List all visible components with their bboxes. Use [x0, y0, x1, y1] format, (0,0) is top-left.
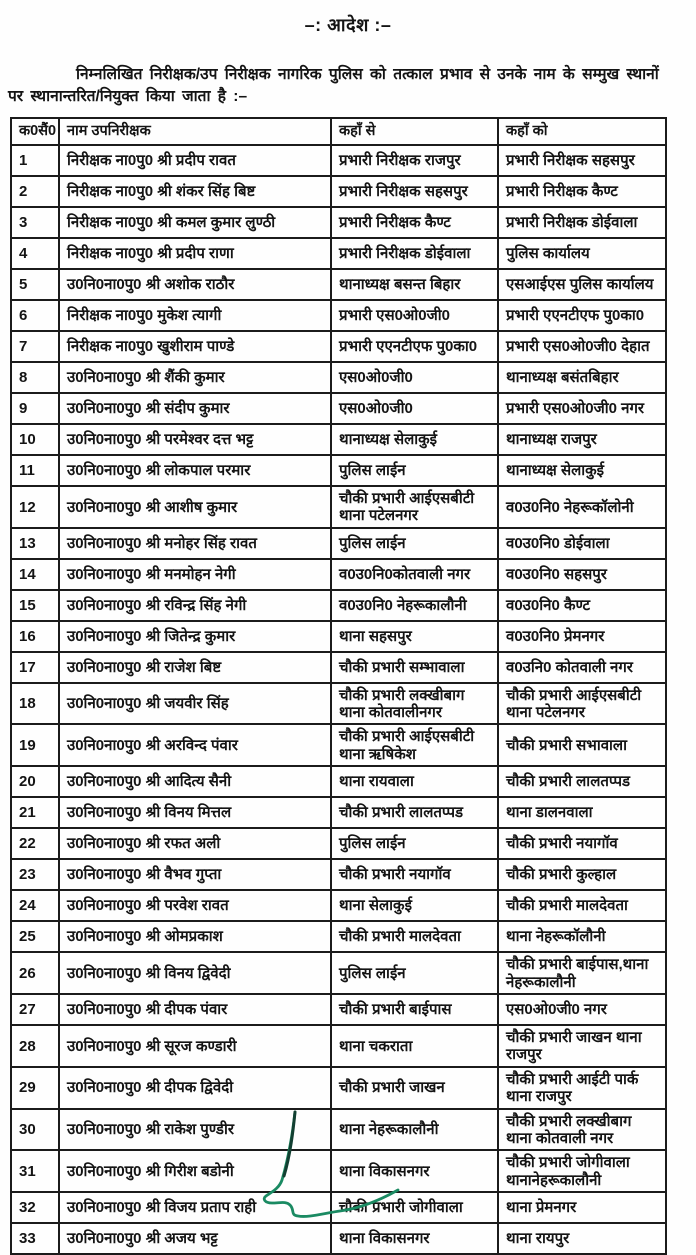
table-row — [11, 145, 666, 176]
cell-serial-no: 21 — [11, 797, 59, 828]
cell-serial-no: 5 — [11, 269, 59, 300]
cell-officer-name: उ0नि0ना0पु0 श्री जितेन्द्र कुमार — [59, 621, 331, 652]
cell-serial-no: 8 — [11, 362, 59, 393]
cell-serial-no: 16 — [11, 621, 59, 652]
cell-posting-from: प्रभारी एएनटीएफ पु0का0 — [331, 331, 498, 362]
cell-serial-no: 32 — [11, 1192, 59, 1223]
table-header-row — [11, 118, 666, 145]
cell-posting-to: थानाध्यक्ष राजपुर — [498, 424, 666, 455]
table-row — [11, 797, 666, 828]
cell-posting-from: चौकी प्रभारी आईएसबीटी थाना पटेलनगर — [331, 486, 498, 528]
cell-serial-no: 6 — [11, 300, 59, 331]
cell-posting-to: चौकी प्रभारी बाईपास,थाना नेहरूकालौनी — [498, 952, 666, 994]
table-row — [11, 1109, 666, 1151]
cell-posting-to: व0उ0नि0 प्रेमनगर — [498, 621, 666, 652]
cell-serial-no: 18 — [11, 683, 59, 725]
cell-posting-from: थाना चकराता — [331, 1025, 498, 1067]
table-row — [11, 559, 666, 590]
cell-posting-from: चौकी प्रभारी नयागॉव — [331, 859, 498, 890]
cell-posting-to: एसआईएस पुलिस कार्यालय — [498, 269, 666, 300]
table-row — [11, 207, 666, 238]
cell-posting-to: थानाध्यक्ष सेलाकुई — [498, 455, 666, 486]
document-title: –: आदेश :– — [304, 15, 392, 35]
table-row — [11, 300, 666, 331]
cell-posting-from: पुलिस लाईन — [331, 952, 498, 994]
cell-officer-name: उ0नि0ना0पु0 श्री जयवीर सिंह — [59, 683, 331, 725]
cell-officer-name: उ0नि0ना0पु0 श्री आशीष कुमार — [59, 486, 331, 528]
table-row — [11, 766, 666, 797]
cell-officer-name: उ0नि0ना0पु0 श्री विनय द्विवेदी — [59, 952, 331, 994]
table-row — [11, 724, 666, 766]
cell-serial-no: 12 — [11, 486, 59, 528]
cell-posting-to: थाना डालनवाला — [498, 797, 666, 828]
cell-serial-no: 26 — [11, 952, 59, 994]
cell-posting-from: पुलिस लाईन — [331, 828, 498, 859]
table-row — [11, 331, 666, 362]
cell-serial-no: 29 — [11, 1067, 59, 1109]
cell-posting-to: थाना नेहरूकॉलौनी — [498, 921, 666, 952]
cell-posting-to: पुलिस कार्यालय — [498, 238, 666, 269]
cell-posting-to: व0उ0नि0 डोईवाला — [498, 528, 666, 559]
cell-officer-name: उ0नि0ना0पु0 श्री शैंकी कुमार — [59, 362, 331, 393]
cell-posting-from: चौकी प्रभारी आईएसबीटी थाना ऋषिकेश — [331, 724, 498, 766]
cell-officer-name: उ0नि0ना0पु0 श्री रफत अली — [59, 828, 331, 859]
table-row — [11, 455, 666, 486]
header-name: नाम उपनिरीक्षक — [59, 118, 331, 145]
cell-serial-no: 19 — [11, 724, 59, 766]
cell-posting-to: व0उ0नि0 सहसपुर — [498, 559, 666, 590]
table-row — [11, 859, 666, 890]
cell-posting-from: चौकी प्रभारी जाखन — [331, 1067, 498, 1109]
cell-officer-name: उ0नि0ना0पु0 श्री रविन्द्र सिंह नेगी — [59, 590, 331, 621]
header-to: कहाँ को — [498, 118, 666, 145]
cell-posting-from: प्रभारी निरीक्षक कैण्ट — [331, 207, 498, 238]
cell-officer-name: उ0नि0ना0पु0 श्री अशोक राठौर — [59, 269, 331, 300]
cell-officer-name: उ0नि0ना0पु0 श्री आदित्य सैनी — [59, 766, 331, 797]
cell-posting-from: थाना नेहरूकालौनी — [331, 1109, 498, 1151]
table-row — [11, 890, 666, 921]
cell-serial-no: 1 — [11, 145, 59, 176]
table-row — [11, 590, 666, 621]
cell-posting-from: प्रभारी निरीक्षक डोईवाला — [331, 238, 498, 269]
cell-serial-no: 14 — [11, 559, 59, 590]
cell-posting-to: चौकी प्रभारी सभावाला — [498, 724, 666, 766]
table-row — [11, 176, 666, 207]
cell-serial-no: 9 — [11, 393, 59, 424]
cell-officer-name: उ0नि0ना0पु0 श्री ओमप्रकाश — [59, 921, 331, 952]
cell-officer-name: उ0नि0ना0पु0 श्री परवेश रावत — [59, 890, 331, 921]
cell-posting-to: व0उनि0 कोतवाली नगर — [498, 652, 666, 683]
cell-officer-name: निरीक्षक ना0पु0 खुशीराम पाण्डे — [59, 331, 331, 362]
cell-officer-name: उ0नि0ना0पु0 श्री लोकपाल परमार — [59, 455, 331, 486]
cell-posting-to: प्रभारी एएनटीएफ पु0का0 — [498, 300, 666, 331]
cell-posting-to: प्रभारी निरीक्षक डोईवाला — [498, 207, 666, 238]
table-row — [11, 652, 666, 683]
cell-posting-from: एस0ओ0जी0 — [331, 362, 498, 393]
cell-posting-to: चौकी प्रभारी लक्खीबाग थाना कोतवाली नगर — [498, 1109, 666, 1151]
cell-serial-no: 15 — [11, 590, 59, 621]
table-row — [11, 393, 666, 424]
cell-serial-no: 13 — [11, 528, 59, 559]
cell-officer-name: निरीक्षक ना0पु0 मुकेश त्यागी — [59, 300, 331, 331]
cell-serial-no: 20 — [11, 766, 59, 797]
cell-serial-no: 4 — [11, 238, 59, 269]
cell-posting-from: थाना सहसपुर — [331, 621, 498, 652]
cell-posting-from: थाना विकासनगर — [331, 1223, 498, 1254]
cell-serial-no: 25 — [11, 921, 59, 952]
table-row — [11, 528, 666, 559]
cell-posting-to: चौकी प्रभारी जोगीवाला थानानेहरूकालौनी — [498, 1150, 666, 1192]
cell-officer-name: उ0नि0ना0पु0 श्री दीपक द्विवेदी — [59, 1067, 331, 1109]
cell-posting-from: प्रभारी निरीक्षक सहसपुर — [331, 176, 498, 207]
cell-posting-from: प्रभारी एस0ओ0जी0 — [331, 300, 498, 331]
cell-officer-name: उ0नि0ना0पु0 श्री संदीप कुमार — [59, 393, 331, 424]
cell-officer-name: उ0नि0ना0पु0 श्री विनय मित्तल — [59, 797, 331, 828]
table-row — [11, 269, 666, 300]
cell-officer-name: निरीक्षक ना0पु0 श्री प्रदीप रावत — [59, 145, 331, 176]
cell-posting-from: थाना सेलाकुई — [331, 890, 498, 921]
cell-posting-to: चौकी प्रभारी नयागॉव — [498, 828, 666, 859]
cell-serial-no: 28 — [11, 1025, 59, 1067]
cell-serial-no: 10 — [11, 424, 59, 455]
cell-officer-name: उ0नि0ना0पु0 श्री राजेश बिष्ट — [59, 652, 331, 683]
cell-posting-to: एस0ओ0जी0 नगर — [498, 994, 666, 1025]
cell-posting-to: चौकी प्रभारी आईटी पार्क थाना राजपुर — [498, 1067, 666, 1109]
cell-officer-name: उ0नि0ना0पु0 श्री गिरीश बडोनी — [59, 1150, 331, 1192]
cell-officer-name: उ0नि0ना0पु0 श्री वैभव गुप्ता — [59, 859, 331, 890]
cell-officer-name: उ0नि0ना0पु0 श्री परमेश्वर दत्त भट्ट — [59, 424, 331, 455]
cell-posting-from: पुलिस लाईन — [331, 455, 498, 486]
cell-posting-from: थाना विकासनगर — [331, 1150, 498, 1192]
cell-serial-no: 11 — [11, 455, 59, 486]
cell-serial-no: 22 — [11, 828, 59, 859]
table-row — [11, 828, 666, 859]
cell-serial-no: 33 — [11, 1223, 59, 1254]
cell-posting-from: प्रभारी निरीक्षक राजपुर — [331, 145, 498, 176]
cell-serial-no: 24 — [11, 890, 59, 921]
table-row — [11, 1067, 666, 1109]
table-row — [11, 1192, 666, 1223]
table-row — [11, 486, 666, 528]
cell-posting-from: थानाध्यक्ष बसन्त बिहार — [331, 269, 498, 300]
cell-posting-from: एस0ओ0जी0 — [331, 393, 498, 424]
cell-officer-name: उ0नि0ना0पु0 श्री राकेश पुण्डीर — [59, 1109, 331, 1151]
table-body — [11, 145, 666, 1254]
cell-officer-name: उ0नि0ना0पु0 श्री अरविन्द पंवार — [59, 724, 331, 766]
header-from: कहाँ से — [331, 118, 498, 145]
cell-posting-to: प्रभारी निरीक्षक सहसपुर — [498, 145, 666, 176]
cell-posting-from: चौकी प्रभारी मालदेवता — [331, 921, 498, 952]
table-row — [11, 1150, 666, 1192]
table-row — [11, 1025, 666, 1067]
table-row — [11, 1223, 666, 1254]
cell-serial-no: 2 — [11, 176, 59, 207]
cell-posting-from: पुलिस लाईन — [331, 528, 498, 559]
cell-posting-from: चौकी प्रभारी सम्भावाला — [331, 652, 498, 683]
cell-posting-to: व0उ0नि0 कैण्ट — [498, 590, 666, 621]
cell-posting-from: व0उ0नि0कोतवाली नगर — [331, 559, 498, 590]
cell-posting-to: प्रभारी निरीक्षक कैण्ट — [498, 176, 666, 207]
cell-serial-no: 3 — [11, 207, 59, 238]
cell-officer-name: उ0नि0ना0पु0 श्री सूरज कण्डारी — [59, 1025, 331, 1067]
table-row — [11, 238, 666, 269]
cell-posting-from: चौकी प्रभारी लालतप्पड — [331, 797, 498, 828]
cell-posting-to: व0उ0नि0 नेहरूकॉलोनी — [498, 486, 666, 528]
cell-officer-name: उ0नि0ना0पु0 श्री अजय भट्ट — [59, 1223, 331, 1254]
table-row — [11, 952, 666, 994]
cell-posting-from: व0उ0नि0 नेहरूकालौनी — [331, 590, 498, 621]
cell-serial-no: 7 — [11, 331, 59, 362]
cell-officer-name: उ0नि0ना0पु0 श्री दीपक पंवार — [59, 994, 331, 1025]
table-row — [11, 994, 666, 1025]
cell-posting-to: थानाध्यक्ष बसंतबिहार — [498, 362, 666, 393]
cell-officer-name: उ0नि0ना0पु0 श्री मनमोहन नेगी — [59, 559, 331, 590]
cell-posting-to: प्रभारी एस0ओ0जी0 नगर — [498, 393, 666, 424]
cell-posting-to: चौकी प्रभारी आईएसबीटी थाना पटेलनगर — [498, 683, 666, 725]
transfer-order-table — [10, 117, 667, 1255]
cell-posting-from: थाना रायवाला — [331, 766, 498, 797]
header-serial-no: क0सैं0 — [11, 118, 59, 145]
cell-posting-from: चौकी प्रभारी जोगीवाला — [331, 1192, 498, 1223]
table-row — [11, 424, 666, 455]
cell-posting-to: थाना प्रेमनगर — [498, 1192, 666, 1223]
cell-posting-to: चौकी प्रभारी लालतप्पड — [498, 766, 666, 797]
cell-officer-name: निरीक्षक ना0पु0 श्री शंकर सिंह बिष्ट — [59, 176, 331, 207]
cell-officer-name: निरीक्षक ना0पु0 श्री प्रदीप राणा — [59, 238, 331, 269]
table-row — [11, 362, 666, 393]
table-row — [11, 621, 666, 652]
cell-officer-name: निरीक्षक ना0पु0 श्री कमल कुमार लुण्ठी — [59, 207, 331, 238]
cell-posting-to: चौकी प्रभारी मालदेवता — [498, 890, 666, 921]
cell-posting-from: चौकी प्रभारी लक्खीबाग थाना कोतवालीनगर — [331, 683, 498, 725]
cell-serial-no: 27 — [11, 994, 59, 1025]
cell-officer-name: उ0नि0ना0पु0 श्री विजय प्रताप राही — [59, 1192, 331, 1223]
cell-officer-name: उ0नि0ना0पु0 श्री मनोहर सिंह रावत — [59, 528, 331, 559]
cell-serial-no: 17 — [11, 652, 59, 683]
cell-posting-to: थाना रायपुर — [498, 1223, 666, 1254]
table-row — [11, 921, 666, 952]
cell-posting-to: चौकी प्रभारी जाखन थाना राजपुर — [498, 1025, 666, 1067]
cell-posting-from: चौकी प्रभारी बाईपास — [331, 994, 498, 1025]
cell-posting-from: थानाध्यक्ष सेलाकुई — [331, 424, 498, 455]
cell-posting-to: चौकी प्रभारी कुल्हाल — [498, 859, 666, 890]
cell-serial-no: 30 — [11, 1109, 59, 1151]
cell-posting-to: प्रभारी एस0ओ0जी0 देहात — [498, 331, 666, 362]
table-row — [11, 683, 666, 725]
cell-serial-no: 23 — [11, 859, 59, 890]
cell-serial-no: 31 — [11, 1150, 59, 1192]
intro-paragraph: निम्नलिखित निरीक्षक/उप निरीक्षक नागरिक पुलिस को तत्काल प्रभाव से उनके नाम के सम्मुख स्थानों पर स्थानान्तरित/नियुक्त किया जाता है :– — [8, 66, 659, 106]
